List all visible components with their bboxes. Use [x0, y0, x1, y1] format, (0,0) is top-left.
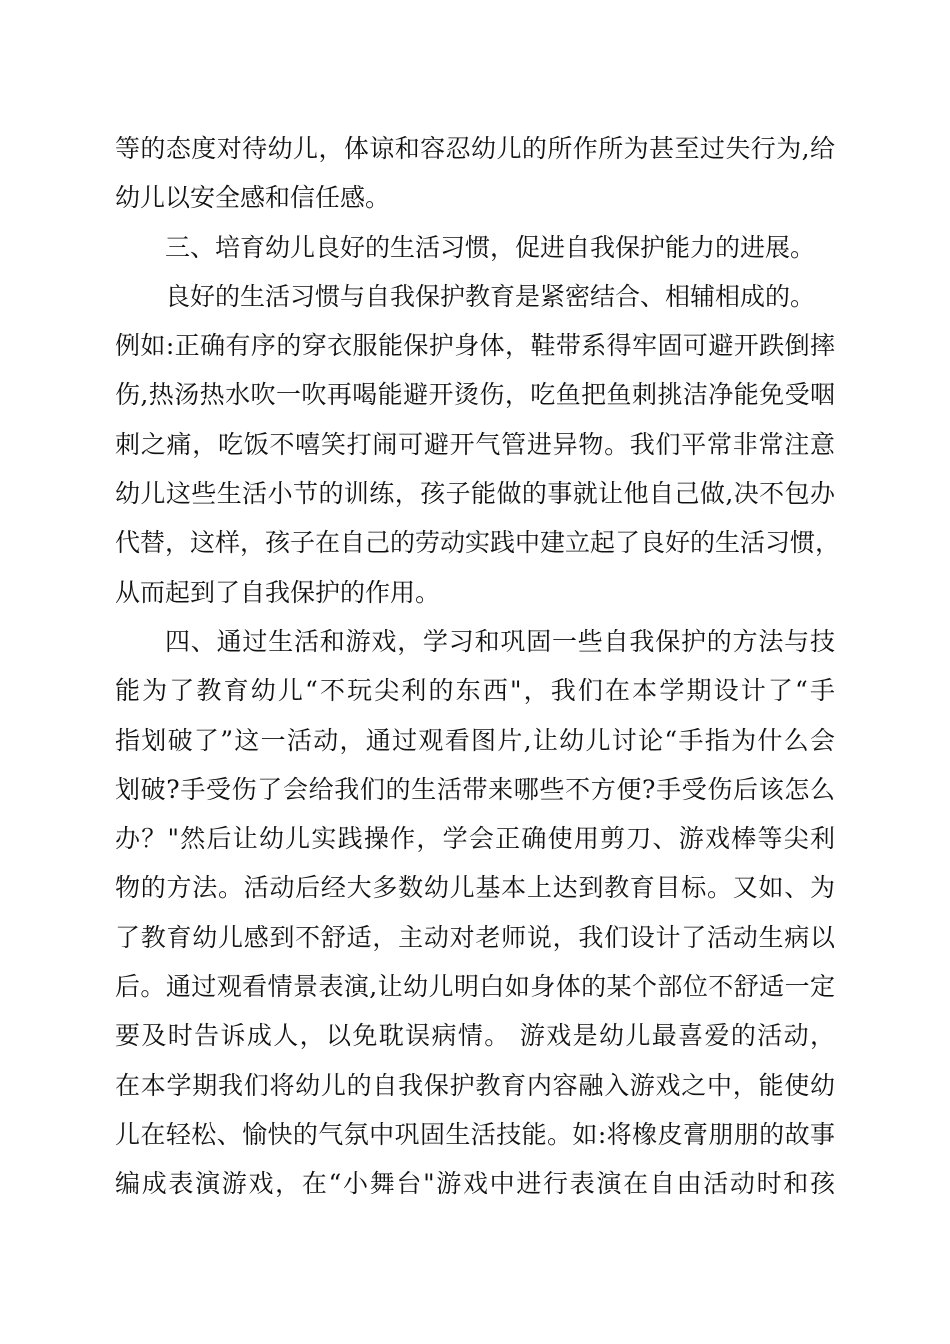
text-line: 从而起到了自我保护的作用。: [115, 577, 441, 607]
text-line: 幼儿这些生活小节的训练，孩子能做的事就让他自己做,决不包办: [115, 479, 835, 509]
text-line: 物的方法。活动后经大多数幼儿基本上达到教育目标。又如、为: [115, 873, 835, 903]
text-line: 要及时告诉成人，以免耽误病情。 游戏是幼儿最喜爱的活动，: [115, 1021, 835, 1051]
text-line: 刺之痛，吃饭不嘻笑打闹可避开气管进异物。我们平常非常注意: [115, 429, 835, 459]
text-line: 伤,热汤热水吹一吹再喝能避开烫伤，吃鱼把鱼刺挑洁净能免受咽: [115, 380, 835, 410]
text-line: 儿在轻松、愉快的气氛中巩固生活技能。如:将橡皮膏朋朋的故事: [115, 1119, 835, 1149]
text-line: 例如:正确有序的穿衣服能保护身体，鞋带系得牢固可避开跌倒摔: [115, 331, 835, 361]
body-text: [115, 124, 841, 1209]
text-line: 了教育幼儿感到不舒适，主动对老师说，我们设计了活动生病以: [115, 922, 835, 952]
text-line: 指划破了”这一活动，通过观看图片,让幼儿讨论“手指为什么会: [115, 725, 835, 755]
text-line: 后。通过观看情景表演,让幼儿明白如身体的某个部位不舒适一定: [115, 972, 835, 1002]
text-line: 代替，这样，孩子在自己的劳动实践中建立起了良好的生活习惯，: [115, 528, 841, 558]
text-line: 幼儿以安全感和信任感。: [115, 183, 391, 213]
text-line: 划破?手受伤了会给我们的生活带来哪些不方便?手受伤后该怎么: [115, 774, 835, 804]
text-line: 办？"然后让幼儿实践操作，学会正确使用剪刀、游戏棒等尖利: [115, 824, 835, 854]
text-line: 在本学期我们将幼儿的自我保护教育内容融入游戏之中，能使幼: [115, 1070, 835, 1100]
text-line: 能为了教育幼儿“不玩尖利的东西"，我们在本学期设计了“手: [115, 676, 835, 706]
text-line: 等的态度对待幼儿，体谅和容忍幼儿的所作所为甚至过失行为,给: [115, 134, 835, 163]
text-line: 编成表演游戏，在“小舞台"游戏中进行表演在自由活动时和孩: [115, 1169, 835, 1199]
text-line: 三、培育幼儿良好的生活习惯，促进自我保护能力的进展。: [165, 232, 816, 262]
text-line: 良好的生活习惯与自我保护教育是紧密结合、相辅相成的。: [165, 281, 816, 311]
text-line: 四、通过生活和游戏，学习和巩固一些自我保护的方法与技: [165, 626, 835, 656]
